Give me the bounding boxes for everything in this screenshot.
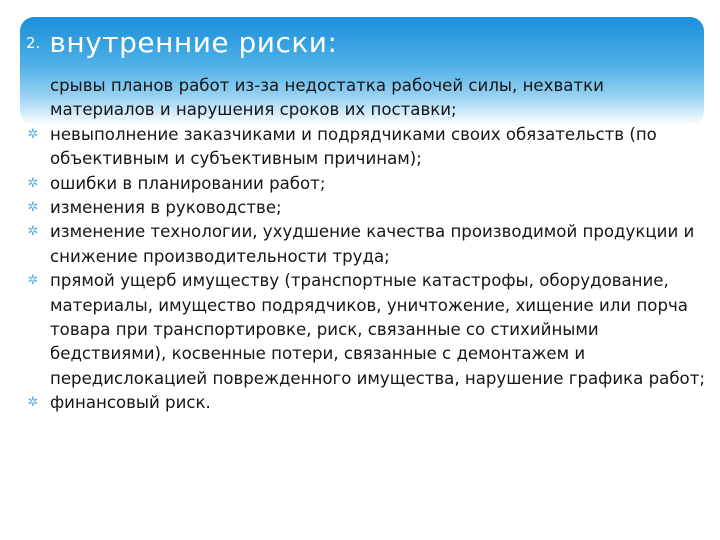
list-item [26, 391, 706, 415]
bullet-icon: ✲ [27, 395, 39, 411]
title-number: 2. [26, 34, 41, 52]
bullet-icon: ✲ [27, 175, 39, 191]
list-item [26, 74, 706, 123]
list-item-text: невыполнение заказчиками и подрядчиками своих обязательств (по объективным и субъективным причинам); [50, 124, 657, 169]
list-item-text: изменение технологии, ухудшение качества производимой продукции и снижение производительности труда; [50, 222, 695, 266]
list-item [26, 172, 706, 196]
list-item [26, 196, 706, 220]
bullet-icon: ✲ [27, 126, 39, 142]
list-item [26, 269, 706, 391]
list-item-text: финансовый риск. [50, 393, 211, 413]
bullet-icon: ✲ [27, 273, 39, 289]
bullet-list [26, 74, 706, 416]
slide-title [26, 26, 337, 59]
title-text: внутренние риски: [49, 26, 338, 59]
list-item-text: ошибки в планировании работ; [50, 173, 326, 193]
list-item [26, 220, 706, 269]
bullet-icon: ✲ [27, 200, 39, 216]
bullet-icon: ✲ [27, 224, 39, 240]
list-item-text: прямой ущерб имуществу (транспортные катастрофы, оборудование, материалы, имущество подрядчиков, уничтожение, хищение или порча товара при транспортировке, риск, связанные со стихийными бедствиями), косвенные потери, связанные с демонтажем и передислокацией поврежденного имущества, нарушение графика работ; [50, 271, 705, 388]
list-item-text: изменения в руководстве; [50, 198, 282, 218]
list-item [26, 123, 706, 172]
list-item-text: срывы планов работ из-за недостатка рабочей силы, нехватки материалов и нарушения сроков их поставки; [50, 76, 604, 120]
